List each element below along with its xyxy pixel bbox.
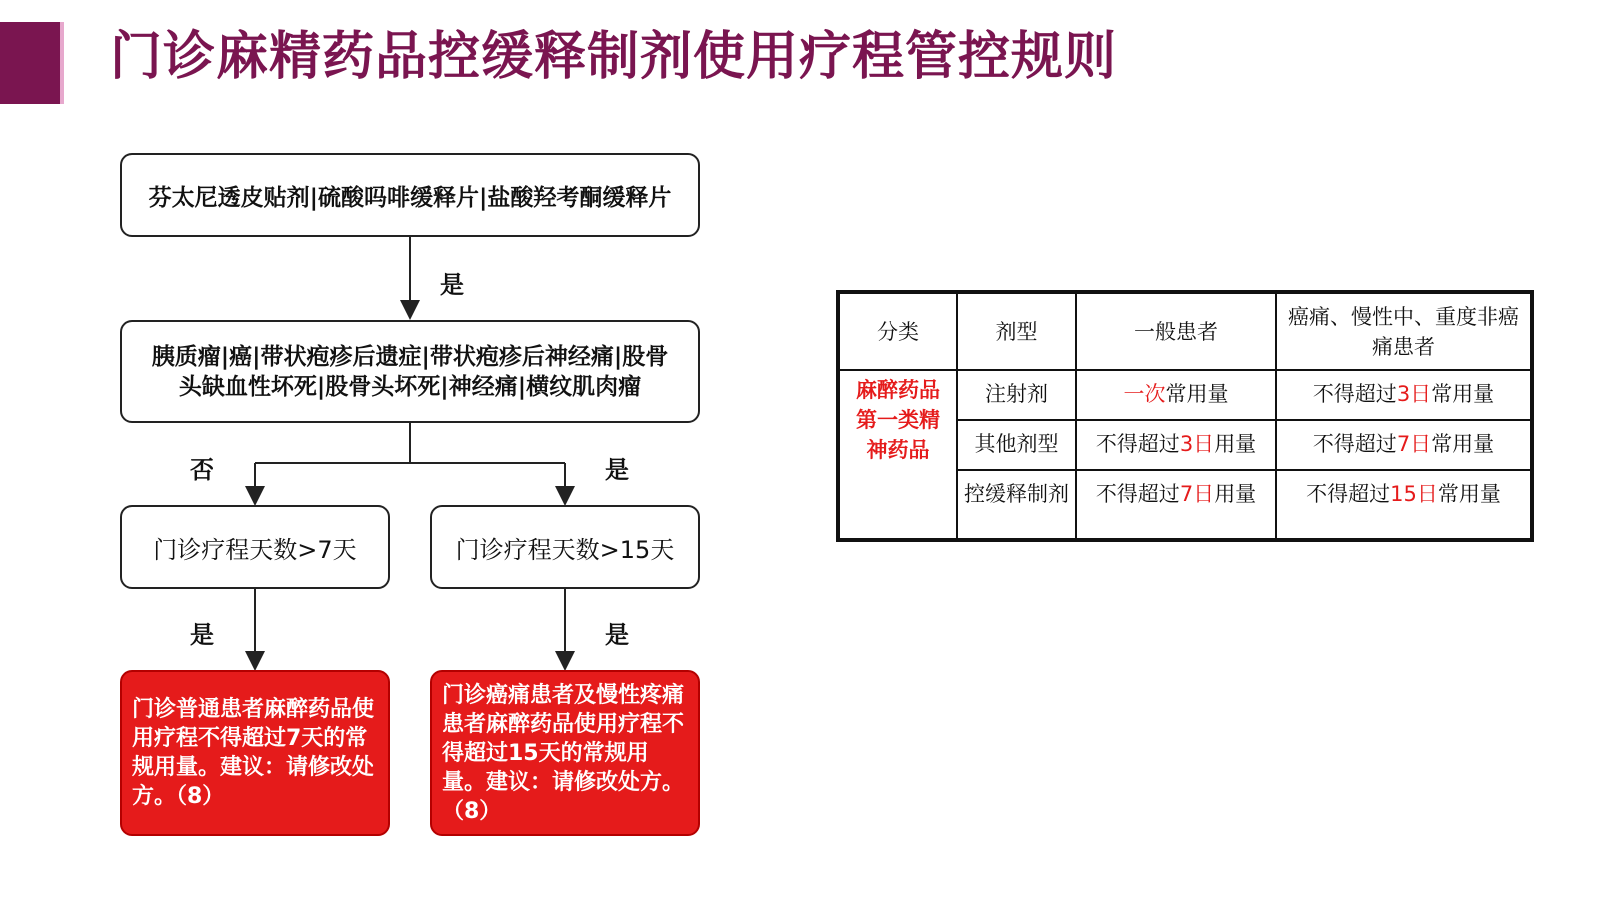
highlight-text: 7日 <box>1179 482 1215 506</box>
form-cell: 控缓释制剂 <box>957 470 1076 540</box>
drugs-box <box>120 153 700 237</box>
drugs-box-text: 芬太尼透皮贴剂|硫酸吗啡缓释片|盐酸羟考酮缓释片 <box>148 184 672 211</box>
edge-label-yes-right: 是 <box>605 456 629 484</box>
general-cell <box>1076 470 1276 540</box>
result-15-text: 门诊癌痛患者及慢性疼痛患者麻醉药品使用疗程不得超过15天的常规用量。建议：请修改处方。（8） <box>442 682 685 824</box>
diagnosis-box <box>120 320 700 423</box>
diagnosis-box-line2: 头缺血性坏死|股骨头坏死|神经痛|横纹肌肉瘤 <box>178 373 642 400</box>
slide-title: 门诊麻精药品控缓释制剂使用疗程管控规则 <box>110 27 1118 87</box>
edge-label-yes-15: 是 <box>605 621 629 649</box>
form-cell: 注射剂 <box>957 370 1076 420</box>
general-cell <box>1076 370 1276 420</box>
days-15-text: 门诊疗程天数>15天 <box>455 535 675 564</box>
cell-text: 不得超过 <box>1095 482 1180 506</box>
cell-text: 不得超过 <box>1312 432 1397 456</box>
table-row <box>838 370 1532 420</box>
edge-label-yes-7: 是 <box>190 621 214 649</box>
days-7-box <box>120 505 390 589</box>
cell-text: 不得超过 <box>1312 382 1397 406</box>
cell-text: 常用量 <box>1165 382 1229 406</box>
cell-text: 常用量 <box>1431 432 1495 456</box>
cancer-cell <box>1276 370 1532 420</box>
cell-text: 用量 <box>1214 482 1257 506</box>
cell-text: 常用量 <box>1431 382 1495 406</box>
highlight-text: 3日 <box>1396 382 1432 406</box>
days-7-text: 门诊疗程天数>7天 <box>153 535 357 564</box>
form-cell: 其他剂型 <box>957 420 1076 470</box>
result-7-box <box>120 670 390 836</box>
cancer-cell <box>1276 420 1532 470</box>
edge-label-yes-top: 是 <box>440 271 464 299</box>
header-form: 剂型 <box>957 292 1076 370</box>
highlight-text: 一次 <box>1123 382 1166 406</box>
result-15-box <box>430 670 700 836</box>
header-category: 分类 <box>838 292 957 370</box>
days-15-box <box>430 505 700 589</box>
diagnosis-box-line1: 胰质瘤|癌|带状疱疹后遗症|带状疱疹后神经痛|股骨 <box>151 343 669 370</box>
header-general: 一般患者 <box>1076 292 1276 370</box>
rules-table <box>836 290 1534 542</box>
category-cell: 麻醉药品第一类精神药品 <box>838 370 957 540</box>
highlight-text: 15日 <box>1390 482 1438 506</box>
highlight-text: 3日 <box>1179 432 1215 456</box>
cell-text: 不得超过 <box>1095 432 1180 456</box>
cell-text: 不得超过 <box>1306 482 1391 506</box>
edge-label-no: 否 <box>190 456 214 484</box>
table-header-row <box>838 292 1532 370</box>
cell-text: 用量 <box>1214 432 1257 456</box>
result-7-text: 门诊普通患者麻醉药品使用疗程不得超过7天的常规用量。建议：请修改处方。（8） <box>132 697 375 809</box>
header-cancer: 癌痛、慢性中、重度非癌痛患者 <box>1276 292 1532 370</box>
general-cell <box>1076 420 1276 470</box>
cancer-cell <box>1276 470 1532 540</box>
cell-text: 常用量 <box>1437 482 1501 506</box>
highlight-text: 7日 <box>1396 432 1432 456</box>
